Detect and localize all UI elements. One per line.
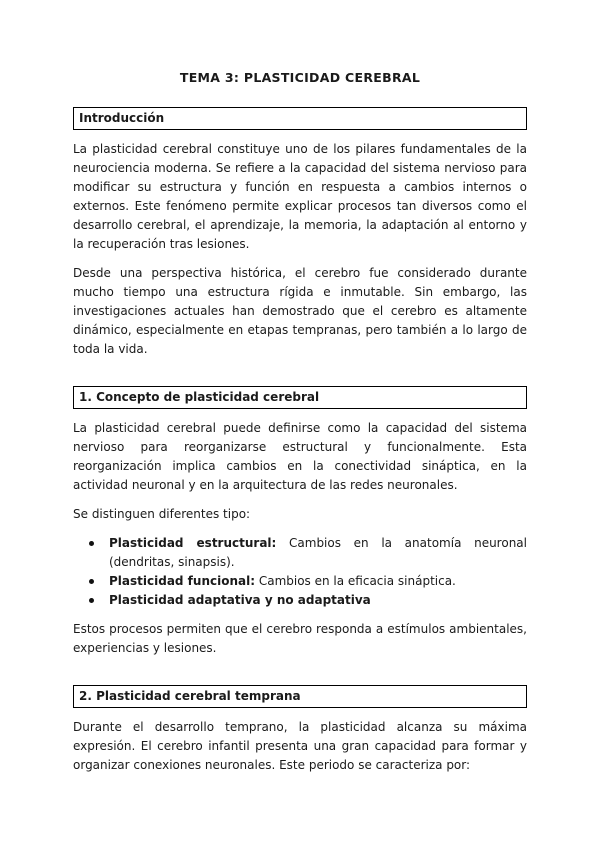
list-item (73, 572, 527, 591)
list-item-term: Plasticidad funcional: (109, 574, 256, 588)
list-item (73, 534, 527, 572)
intro-paragraph-2: Desde una perspectiva histórica, el cerebro fue considerado durante mucho tiempo una estructura rígida e inmutable. Sin embargo, las investigaciones actuales han demostrado que el cerebro es altamente dinámico, especialmente en etapas tempranas, pero también a lo largo de toda la vida. (73, 266, 527, 356)
section-heading-concepto: 1. Concepto de plasticidad cerebral (73, 386, 527, 409)
early-paragraph-1: Durante el desarrollo temprano, la plasticidad alcanza su máxima expresión. El cerebro infantil presenta una gran capacidad para formar y organizar conexiones neuronales. Este periodo se caracteriza por: (73, 720, 527, 772)
section-heading-plasticidad-temprana: 2. Plasticidad cerebral temprana (73, 685, 527, 708)
list-item-term: Plasticidad adaptativa y no adaptativa (109, 593, 371, 607)
list-item-term: Plasticidad estructural: (109, 536, 277, 550)
concept-paragraph-2: Se distinguen diferentes tipo: (73, 507, 251, 521)
document-title: TEMA 3: PLASTICIDAD CEREBRAL (179, 70, 421, 85)
bullet-icon (89, 541, 94, 546)
bullet-icon (89, 579, 94, 584)
section-heading-introduccion: Introducción (73, 107, 527, 130)
list-item (73, 591, 527, 610)
concept-paragraph-1: La plasticidad cerebral puede definirse como la capacidad del sistema nervioso para reorganizarse estructural y funcionalmente. Esta reorganización implica cambios en la conectividad sináptica, en la actividad neuronal y en la arquitectura de las redes neuronales. (73, 421, 527, 492)
bullet-icon (89, 598, 94, 603)
plasticity-types-list (73, 534, 527, 610)
list-item-text: Cambios en la anatomía neuronal (dendritas, sinapsis). (109, 536, 527, 569)
concept-closing-paragraph: Estos procesos permiten que el cerebro responda a estímulos ambientales, experiencias y lesiones. (73, 622, 527, 655)
list-item-text: Cambios en la eficacia sináptica. (255, 574, 456, 588)
intro-paragraph-1: La plasticidad cerebral constituye uno de los pilares fundamentales de la neurociencia moderna. Se refiere a la capacidad del sistema nervioso para modificar su estructura y función en respuesta a cambios internos o externos. Este fenómeno permite explicar procesos tan diversos como el desarrollo cerebral, el aprendizaje, la memoria, la adaptación al entorno y la recuperación tras lesiones. (73, 142, 527, 251)
